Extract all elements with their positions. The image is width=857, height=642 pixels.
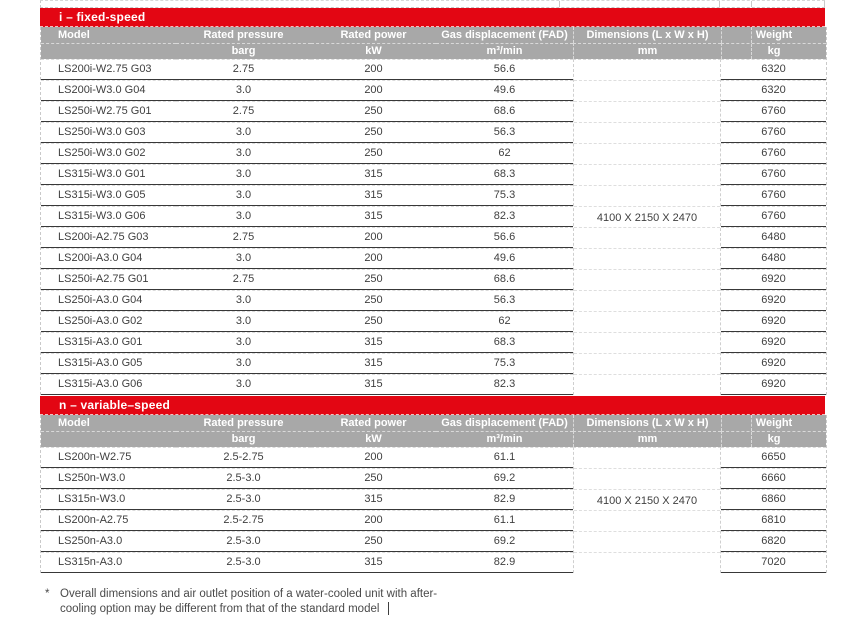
variable-speed-table [40, 415, 827, 573]
footnote-line-1: Overall dimensions and air outlet position of a water-cooled unit with after- [60, 588, 438, 600]
col-header-dimensions: Dimensions (L x W x H) [573, 27, 721, 43]
cell-fad: 49.6 [436, 80, 573, 101]
col-header-power: Rated power [311, 415, 436, 431]
cell-pressure: 3.0 [176, 164, 311, 185]
cell-fad: 75.3 [436, 185, 573, 206]
cell-pressure: 3.0 [176, 311, 311, 332]
cell-weight: 6760 [721, 101, 826, 122]
cell-fad: 75.3 [436, 353, 573, 374]
cell-weight: 6920 [721, 290, 826, 311]
cell-power: 315 [311, 164, 436, 185]
cell-weight: 6920 [721, 353, 826, 374]
col-unit-pressure: barg [176, 43, 311, 59]
cell-model: LS315n-A3.0 [41, 552, 176, 573]
cell-power: 250 [311, 122, 436, 143]
cell-fad: 68.3 [436, 164, 573, 185]
col-unit-fad: m³/min [436, 43, 573, 59]
cell-power: 315 [311, 185, 436, 206]
cell-fad: 82.3 [436, 206, 573, 227]
cell-weight: 6650 [721, 447, 826, 468]
cell-power: 200 [311, 59, 436, 80]
cell-fad: 68.6 [436, 269, 573, 290]
cell-model: LS315i-A3.0 G05 [41, 353, 176, 374]
col-header-model: Model [41, 415, 176, 431]
dimensions-merged-cell [573, 447, 721, 573]
col-unit-power: kW [311, 43, 436, 59]
cell-weight: 6660 [721, 468, 826, 489]
cell-weight: 6760 [721, 185, 826, 206]
cell-power: 315 [311, 552, 436, 573]
cell-power: 200 [311, 447, 436, 468]
cell-pressure: 2.5-3.0 [176, 552, 311, 573]
table-row [41, 447, 826, 468]
footnote-asterisk: * [45, 588, 50, 600]
dimensions-merged-cell [573, 59, 721, 395]
cell-power: 315 [311, 206, 436, 227]
cell-weight: 6920 [721, 269, 826, 290]
cell-weight: 7020 [721, 552, 826, 573]
cell-fad: 56.3 [436, 122, 573, 143]
col-unit-pressure: barg [176, 431, 311, 447]
cell-pressure: 3.0 [176, 248, 311, 269]
cell-weight: 6480 [721, 248, 826, 269]
cell-model: LS315n-W3.0 [41, 489, 176, 510]
cell-fad: 82.3 [436, 374, 573, 395]
cell-model: LS200n-A2.75 [41, 510, 176, 531]
cell-weight: 6860 [721, 489, 826, 510]
cell-model: LS250i-W3.0 G02 [41, 143, 176, 164]
cell-power: 315 [311, 489, 436, 510]
fixed-speed-table [40, 27, 827, 395]
cell-weight: 6820 [721, 531, 826, 552]
section-banner-fixed-speed: i – fixed-speed [40, 8, 825, 27]
col-unit-power: kW [311, 431, 436, 447]
cell-weight: 6920 [721, 374, 826, 395]
cell-fad: 56.6 [436, 227, 573, 248]
col-unit-fad: m³/min [436, 431, 573, 447]
cell-fad: 69.2 [436, 531, 573, 552]
col-header-fad: Gas displacement (FAD) [436, 27, 573, 43]
table-top-edge [40, 0, 825, 8]
cell-weight: 6320 [721, 80, 826, 101]
cell-model: LS250n-A3.0 [41, 531, 176, 552]
cell-power: 200 [311, 80, 436, 101]
col-header-model: Model [41, 27, 176, 43]
cell-fad: 68.6 [436, 101, 573, 122]
col-unit-dimensions: mm [573, 43, 721, 59]
cell-weight: 6810 [721, 510, 826, 531]
cell-power: 250 [311, 143, 436, 164]
cell-power: 250 [311, 290, 436, 311]
cell-pressure: 3.0 [176, 353, 311, 374]
cell-model: LS200i-A2.75 G03 [41, 227, 176, 248]
cell-pressure: 2.5-2.75 [176, 447, 311, 468]
cell-pressure: 2.5-3.0 [176, 531, 311, 552]
table-row [41, 59, 826, 80]
cell-model: LS250i-A2.75 G01 [41, 269, 176, 290]
col-header-fad: Gas displacement (FAD) [436, 415, 573, 431]
cell-model: LS315i-W3.0 G06 [41, 206, 176, 227]
cell-power: 250 [311, 531, 436, 552]
cell-model: LS315i-W3.0 G05 [41, 185, 176, 206]
fixed-speed-rows [41, 59, 826, 395]
cell-weight: 6480 [721, 227, 826, 248]
cell-pressure: 2.5-3.0 [176, 468, 311, 489]
cell-weight: 6320 [721, 59, 826, 80]
footnote-line-2-text: cooling option may be different from that of the standard model [60, 603, 380, 615]
table-header [41, 27, 826, 59]
cell-model: LS200n-W2.75 [41, 447, 176, 468]
cell-model: LS250i-A3.0 G02 [41, 311, 176, 332]
cell-fad: 69.2 [436, 468, 573, 489]
cell-model: LS250i-A3.0 G04 [41, 290, 176, 311]
cell-pressure: 2.75 [176, 269, 311, 290]
cell-pressure: 3.0 [176, 185, 311, 206]
cell-fad: 56.3 [436, 290, 573, 311]
cell-model: LS250i-W3.0 G03 [41, 122, 176, 143]
cell-pressure: 2.75 [176, 227, 311, 248]
footnote-line-2 [60, 602, 825, 617]
cell-fad: 82.9 [436, 489, 573, 510]
cell-weight: 6760 [721, 143, 826, 164]
table-header [41, 415, 826, 447]
cell-model: LS315i-A3.0 G06 [41, 374, 176, 395]
cell-pressure: 2.75 [176, 101, 311, 122]
cell-fad: 61.1 [436, 447, 573, 468]
cell-weight: 6760 [721, 206, 826, 227]
cell-power: 250 [311, 101, 436, 122]
cell-pressure: 2.5-3.0 [176, 489, 311, 510]
cell-weight: 6760 [721, 122, 826, 143]
cell-power: 250 [311, 468, 436, 489]
cell-model: LS250n-W3.0 [41, 468, 176, 489]
cell-power: 200 [311, 227, 436, 248]
cell-power: 315 [311, 332, 436, 353]
col-header-weight: Weight [721, 415, 826, 431]
cell-pressure: 3.0 [176, 122, 311, 143]
cell-pressure: 3.0 [176, 80, 311, 101]
cell-pressure: 3.0 [176, 206, 311, 227]
col-unit-weight: kg [721, 43, 826, 59]
cell-weight: 6920 [721, 332, 826, 353]
col-unit-model [41, 431, 176, 447]
col-unit-weight: kg [721, 431, 826, 447]
cell-model: LS200i-A3.0 G04 [41, 248, 176, 269]
cell-model: LS315i-A3.0 G01 [41, 332, 176, 353]
cell-fad: 68.3 [436, 332, 573, 353]
cell-pressure: 2.5-2.75 [176, 510, 311, 531]
col-header-dimensions: Dimensions (L x W x H) [573, 415, 721, 431]
cell-power: 250 [311, 311, 436, 332]
cell-weight: 6920 [721, 311, 826, 332]
cell-power: 315 [311, 353, 436, 374]
section-banner-variable-speed: n – variable–speed [40, 396, 825, 415]
cell-power: 200 [311, 510, 436, 531]
cell-pressure: 3.0 [176, 332, 311, 353]
cell-fad: 62 [436, 143, 573, 164]
dimensions-value: 4100 X 2150 X 2470 [596, 494, 698, 507]
variable-speed-rows [41, 447, 826, 573]
cell-model: LS250i-W2.75 G01 [41, 101, 176, 122]
cell-model: LS200i-W3.0 G04 [41, 80, 176, 101]
cell-fad: 49.6 [436, 248, 573, 269]
col-header-power: Rated power [311, 27, 436, 43]
dimensions-value: 4100 X 2150 X 2470 [596, 211, 698, 224]
col-header-weight: Weight [721, 27, 826, 43]
col-header-pressure: Rated pressure [176, 27, 311, 43]
col-header-pressure: Rated pressure [176, 415, 311, 431]
cell-fad: 61.1 [436, 510, 573, 531]
col-unit-model [41, 43, 176, 59]
cell-power: 315 [311, 374, 436, 395]
cell-weight: 6760 [721, 164, 826, 185]
cell-fad: 62 [436, 311, 573, 332]
footnote [43, 587, 825, 617]
spec-sheet [40, 0, 825, 617]
cell-pressure: 3.0 [176, 374, 311, 395]
cell-pressure: 2.75 [176, 59, 311, 80]
cell-pressure: 3.0 [176, 143, 311, 164]
cell-model: LS315i-W3.0 G01 [41, 164, 176, 185]
cell-pressure: 3.0 [176, 290, 311, 311]
cell-model: LS200i-W2.75 G03 [41, 59, 176, 80]
text-cursor [388, 602, 389, 615]
col-unit-dimensions: mm [573, 431, 721, 447]
cell-power: 200 [311, 248, 436, 269]
cell-power: 250 [311, 269, 436, 290]
cell-fad: 56.6 [436, 59, 573, 80]
cell-fad: 82.9 [436, 552, 573, 573]
